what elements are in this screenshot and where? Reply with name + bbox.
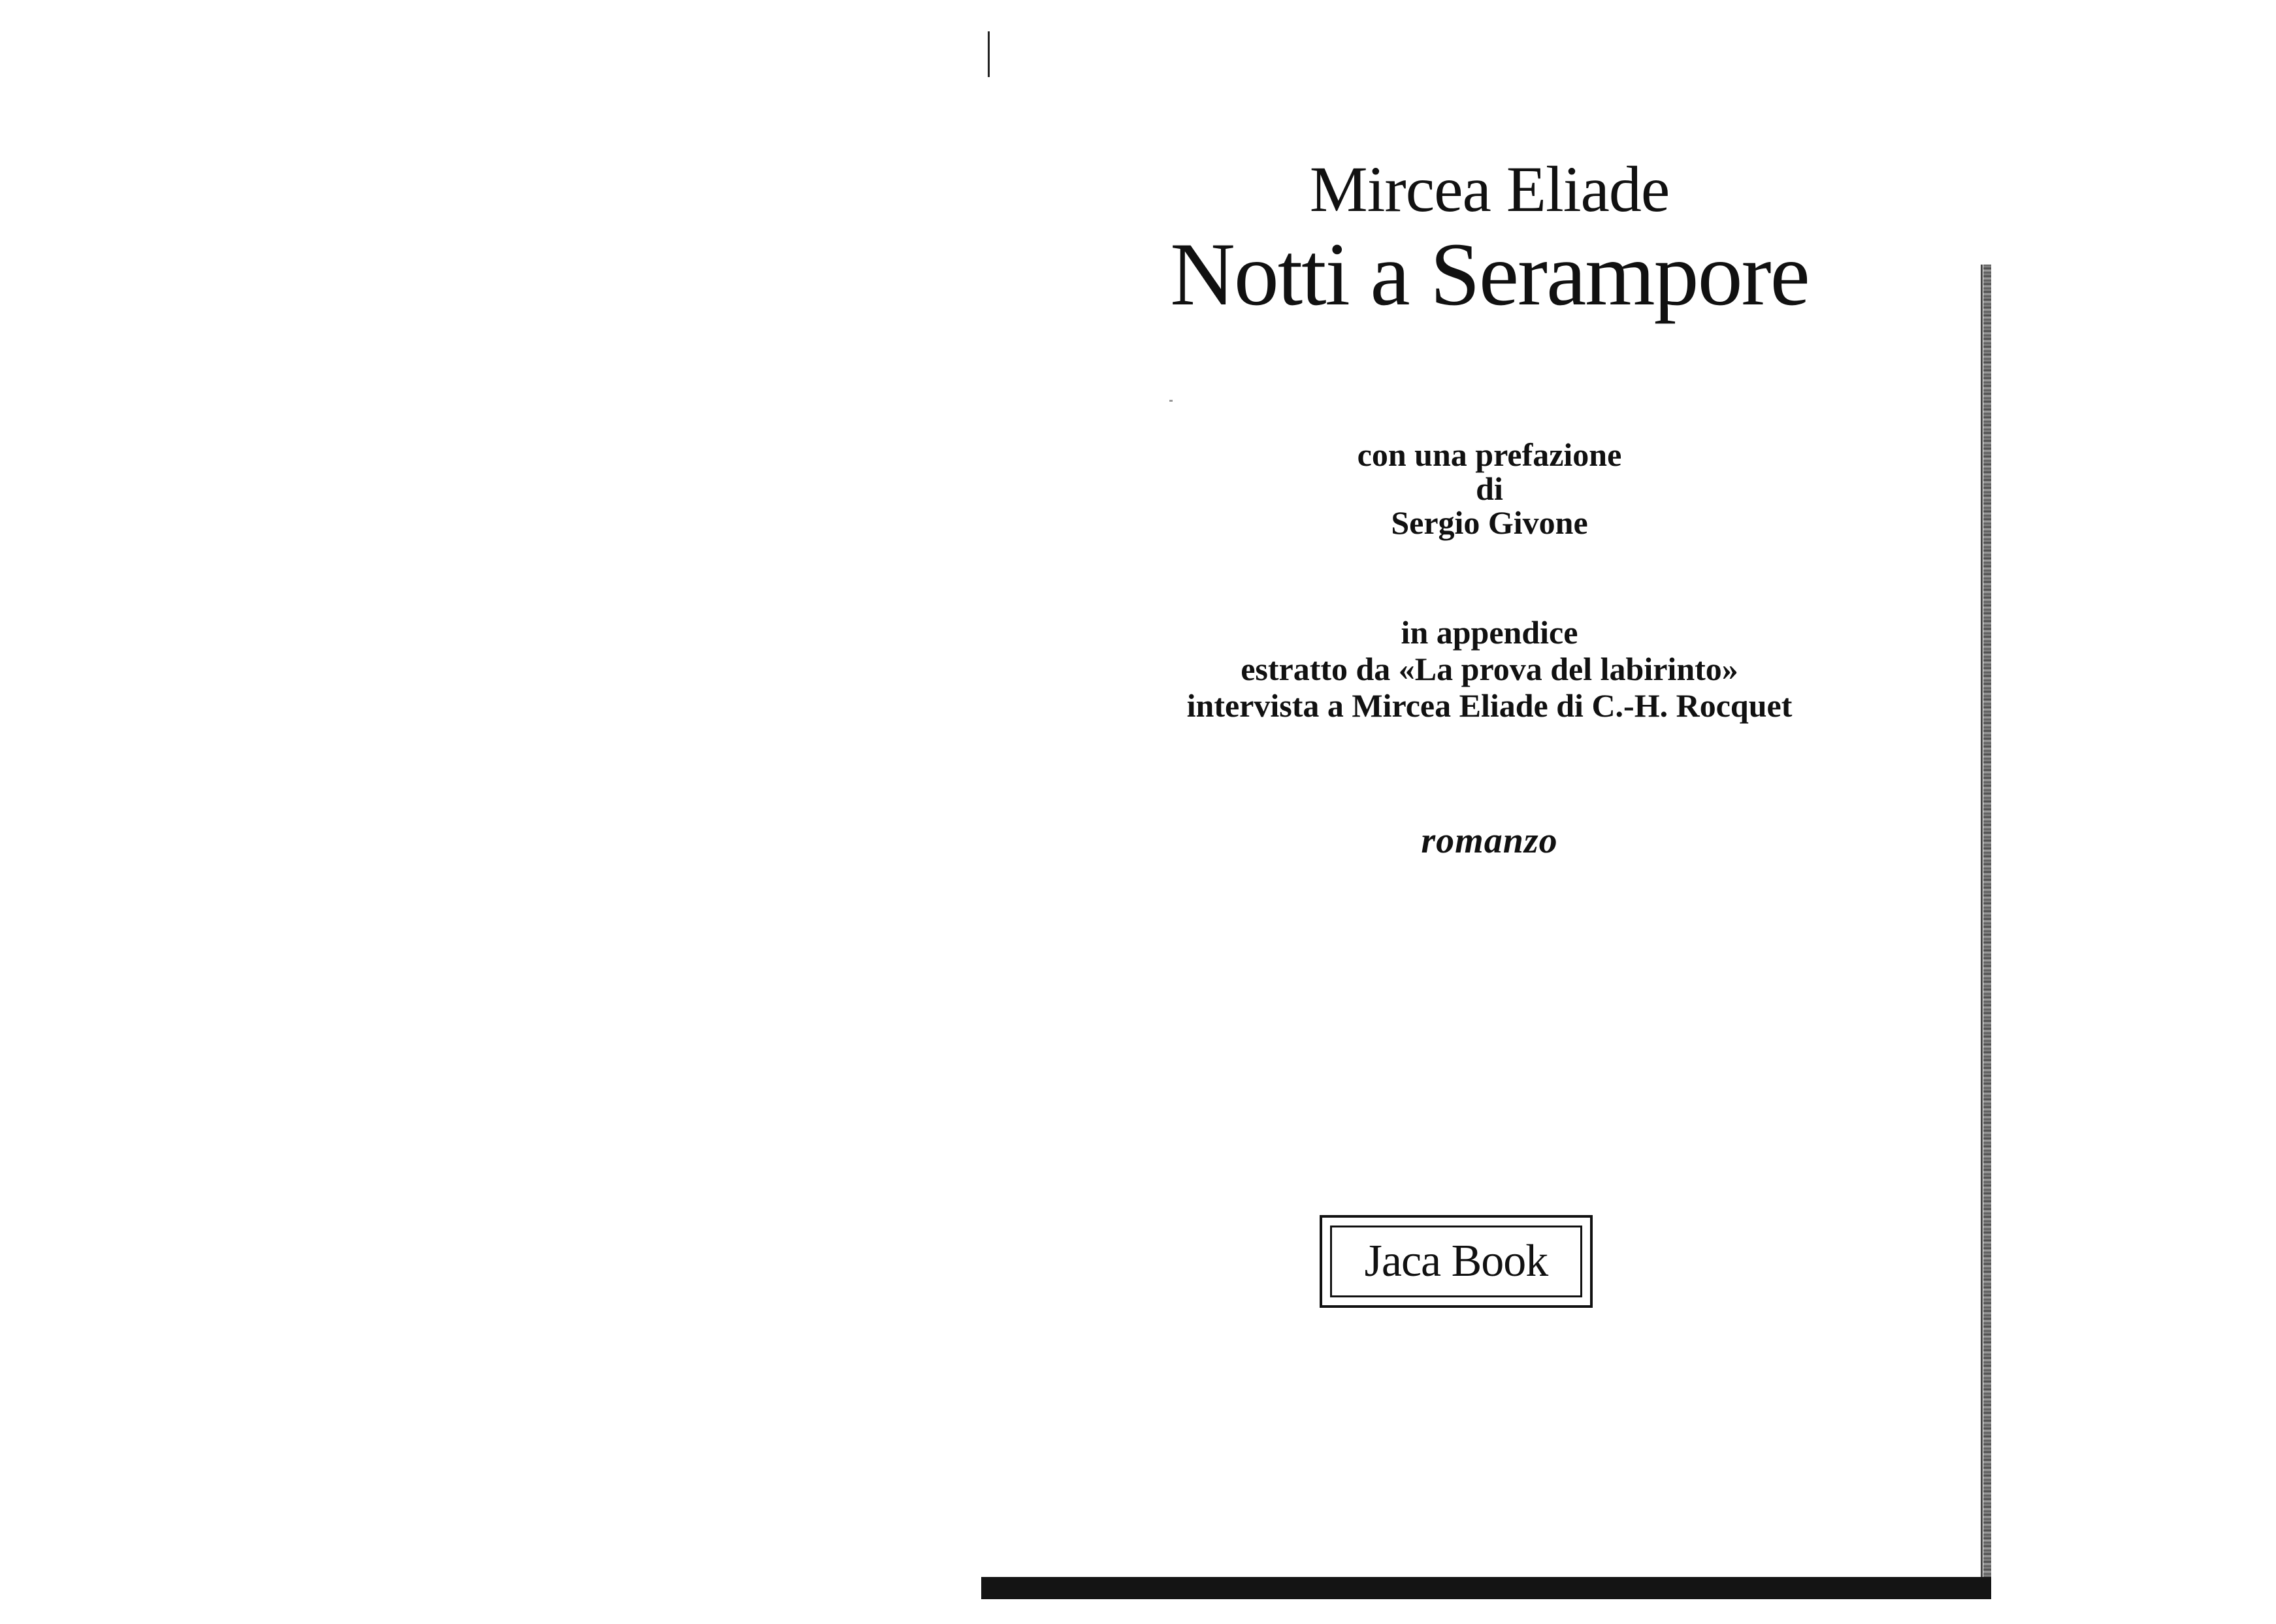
appendix-line-2: estratto da «La prova del labirinto»	[1241, 651, 1738, 687]
appendix-line-1: in appendice	[1401, 614, 1578, 651]
publisher-name: Jaca Book	[1364, 1236, 1548, 1286]
preface-block	[1111, 438, 1868, 540]
publisher-logo-frame	[1330, 1226, 1582, 1297]
preface-author: Sergio Givone	[1391, 504, 1588, 541]
genre-label: romanzo	[1421, 820, 1558, 861]
page-edge-right	[1983, 265, 1991, 1597]
page-edge-line	[1981, 265, 1983, 1597]
page-edge-bottom	[981, 1577, 1991, 1599]
scan-tick-mark	[988, 31, 990, 77]
publisher-logo	[1320, 1215, 1593, 1308]
book-title: Notti a Serampore	[1170, 224, 1809, 324]
preface-line-2: di	[1476, 470, 1503, 507]
appendix-line-3: intervista a Mircea Eliade di C.-H. Rocquet	[1186, 687, 1793, 724]
scan-speck	[1169, 400, 1173, 402]
author-name: Mircea Eliade	[1309, 153, 1670, 225]
preface-line-1: con una prefazione	[1357, 436, 1622, 473]
appendix-block	[1111, 614, 1868, 724]
